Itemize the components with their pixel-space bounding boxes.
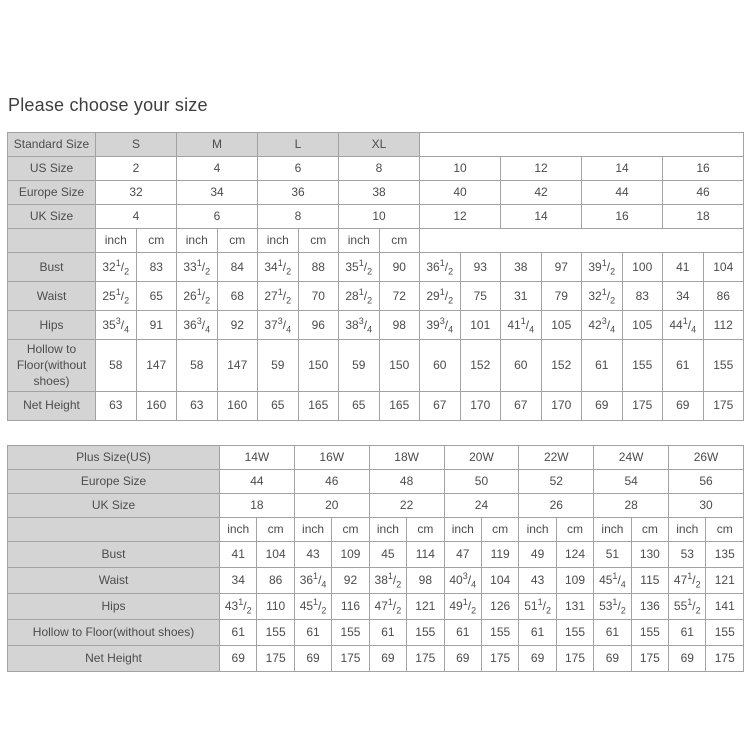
measurement-value-cell: $51^1/_2$ <box>519 593 556 619</box>
measurement-value-cell: 41 <box>663 253 704 282</box>
measurement-value-cell: 61 <box>294 619 331 645</box>
unit-cm-cell: cm <box>257 517 294 541</box>
measurement-value-cell: 69 <box>519 645 556 671</box>
measurement-value-cell: 155 <box>706 619 744 645</box>
unit-inch-cell: inch <box>96 229 137 253</box>
size-value-cell: 46 <box>294 469 369 493</box>
measurement-value-cell: 61 <box>220 619 257 645</box>
measurement-value-cell: 135 <box>706 541 744 567</box>
measurement-row <box>8 391 744 420</box>
measurement-value-cell: 86 <box>703 282 744 311</box>
units-row <box>8 229 744 253</box>
measurement-value-cell: 175 <box>706 645 744 671</box>
size-value-cell: 10 <box>420 157 501 181</box>
measurement-value-cell: $47^1/_2$ <box>369 593 406 619</box>
unit-inch-cell: inch <box>669 517 706 541</box>
size-value-cell: 10 <box>339 205 420 229</box>
measurement-value-cell: 155 <box>703 340 744 392</box>
measurement-value-cell: 60 <box>501 340 542 392</box>
unit-cm-cell: cm <box>407 517 444 541</box>
measurement-row <box>8 645 744 671</box>
measurement-value-cell: 83 <box>136 253 177 282</box>
measurement-value-cell: 131 <box>556 593 593 619</box>
measurement-value-cell: 121 <box>407 593 444 619</box>
measurement-value-cell: 175 <box>631 645 668 671</box>
measurement-value-cell: $38^3/_4$ <box>339 311 380 340</box>
row-label-cell: Hollow to Floor(without shoes) <box>8 340 96 392</box>
row-label-cell: Europe Size <box>8 181 96 205</box>
measurement-value-cell: 90 <box>379 253 420 282</box>
measurement-value-cell: 69 <box>294 645 331 671</box>
size-group-cell: 16W <box>294 445 369 469</box>
unit-inch-cell: inch <box>177 229 218 253</box>
measurement-value-cell: 150 <box>298 340 339 392</box>
measurement-value-cell: 165 <box>298 391 339 420</box>
measurement-value-cell: 115 <box>631 567 668 593</box>
measurement-value-cell: $39^3/_4$ <box>420 311 461 340</box>
size-group-cell: L <box>258 133 339 157</box>
unit-cm-cell: cm <box>556 517 593 541</box>
unit-inch-cell: inch <box>369 517 406 541</box>
measurement-value-cell: 47 <box>444 541 481 567</box>
page-title: Please choose your size <box>8 95 208 115</box>
unit-inch-cell: inch <box>339 229 380 253</box>
size-value-cell: 20 <box>294 493 369 517</box>
measurement-value-cell: $26^1/_2$ <box>177 282 218 311</box>
row-label-cell: UK Size <box>8 205 96 229</box>
size-value-cell: 22 <box>369 493 444 517</box>
size-value-cell: 30 <box>669 493 744 517</box>
size-value-cell: 32 <box>96 181 177 205</box>
unit-cm-cell: cm <box>706 517 744 541</box>
measurement-value-cell: 105 <box>541 311 582 340</box>
row-label-cell: Hips <box>8 311 96 340</box>
measurement-row <box>8 253 744 282</box>
unit-inch-cell: inch <box>444 517 481 541</box>
measurement-value-cell: 84 <box>217 253 258 282</box>
measurement-value-cell: $47^1/_2$ <box>669 567 706 593</box>
measurement-value-cell: 155 <box>332 619 369 645</box>
measurement-value-cell: 83 <box>622 282 663 311</box>
measurement-value-cell: 61 <box>582 340 623 392</box>
measurement-value-cell: 65 <box>339 391 380 420</box>
measurement-value-cell: 109 <box>332 541 369 567</box>
size-group-row <box>8 445 744 469</box>
row-label-cell <box>8 517 220 541</box>
measurement-value-cell: 98 <box>407 567 444 593</box>
measurement-value-cell: 175 <box>556 645 593 671</box>
size-value-cell: 16 <box>582 205 663 229</box>
measurement-value-cell: $25^1/_2$ <box>96 282 137 311</box>
measurement-value-cell: 69 <box>594 645 631 671</box>
size-group-cell: 14W <box>220 445 295 469</box>
measurement-value-cell: $42^3/_4$ <box>582 311 623 340</box>
row-label-cell <box>8 229 96 253</box>
size-group-cell: 24W <box>594 445 669 469</box>
size-group-cell: 18W <box>369 445 444 469</box>
plus-size-table <box>7 445 744 672</box>
measurement-value-cell: $36^1/_2$ <box>420 253 461 282</box>
measurement-value-cell: 61 <box>444 619 481 645</box>
size-conversion-row <box>8 205 744 229</box>
measurement-value-cell: 34 <box>663 282 704 311</box>
row-label-cell: Hollow to Floor(without shoes) <box>8 619 220 645</box>
measurement-value-cell: $32^1/_2$ <box>582 282 623 311</box>
unit-inch-cell: inch <box>258 229 299 253</box>
measurement-row <box>8 282 744 311</box>
size-value-cell: 8 <box>339 157 420 181</box>
measurement-value-cell: 69 <box>582 391 623 420</box>
measurement-value-cell: 31 <box>501 282 542 311</box>
measurement-value-cell: $43^1/_2$ <box>220 593 257 619</box>
measurement-value-cell: $36^3/_4$ <box>177 311 218 340</box>
size-value-cell: 28 <box>594 493 669 517</box>
measurement-value-cell: $41^1/_4$ <box>501 311 542 340</box>
measurement-value-cell: 100 <box>622 253 663 282</box>
measurement-value-cell: $32^1/_2$ <box>96 253 137 282</box>
size-group-row <box>8 133 744 157</box>
size-value-cell: 4 <box>177 157 258 181</box>
measurement-value-cell: 155 <box>481 619 518 645</box>
size-value-cell: 14 <box>501 205 582 229</box>
size-value-cell: 46 <box>663 181 744 205</box>
size-value-cell: 54 <box>594 469 669 493</box>
measurement-value-cell: 175 <box>622 391 663 420</box>
unit-cm-cell: cm <box>136 229 177 253</box>
measurement-value-cell: 175 <box>407 645 444 671</box>
measurement-value-cell: 147 <box>136 340 177 392</box>
size-value-cell: 56 <box>669 469 744 493</box>
measurement-value-cell: 92 <box>332 567 369 593</box>
unit-cm-cell: cm <box>217 229 258 253</box>
measurement-value-cell: 165 <box>379 391 420 420</box>
measurement-value-cell: 63 <box>96 391 137 420</box>
measurement-value-cell: 109 <box>556 567 593 593</box>
measurement-value-cell: 68 <box>217 282 258 311</box>
size-value-cell: 24 <box>444 493 519 517</box>
measurement-row <box>8 619 744 645</box>
measurement-value-cell: $40^3/_4$ <box>444 567 481 593</box>
size-value-cell: 8 <box>258 205 339 229</box>
unit-inch-cell: inch <box>594 517 631 541</box>
measurement-value-cell: 110 <box>257 593 294 619</box>
measurement-value-cell: $45^1/_2$ <box>294 593 331 619</box>
measurement-value-cell: 43 <box>294 541 331 567</box>
size-value-cell: 50 <box>444 469 519 493</box>
measurement-value-cell: $55^1/_2$ <box>669 593 706 619</box>
measurement-value-cell: 150 <box>379 340 420 392</box>
size-conversion-row <box>8 469 744 493</box>
measurement-value-cell: $53^1/_2$ <box>594 593 631 619</box>
size-value-cell: 4 <box>96 205 177 229</box>
standard-size-table <box>7 132 744 421</box>
measurement-value-cell: 175 <box>332 645 369 671</box>
measurement-value-cell: 63 <box>177 391 218 420</box>
measurement-value-cell: $38^1/_2$ <box>369 567 406 593</box>
measurement-value-cell: 155 <box>631 619 668 645</box>
row-label-cell: Waist <box>8 567 220 593</box>
measurement-row <box>8 311 744 340</box>
units-row <box>8 517 744 541</box>
size-conversion-row <box>8 181 744 205</box>
measurement-value-cell: 59 <box>339 340 380 392</box>
measurement-value-cell: $33^1/_2$ <box>177 253 218 282</box>
size-conversion-row <box>8 157 744 181</box>
measurement-value-cell: 104 <box>703 253 744 282</box>
measurement-value-cell: 92 <box>217 311 258 340</box>
measurement-value-cell: 155 <box>407 619 444 645</box>
measurement-value-cell: $29^1/_2$ <box>420 282 461 311</box>
row-label-cell: Bust <box>8 541 220 567</box>
row-label-cell: Europe Size <box>8 469 220 493</box>
measurement-value-cell: 69 <box>444 645 481 671</box>
measurement-value-cell: 53 <box>669 541 706 567</box>
measurement-row <box>8 340 744 392</box>
measurement-value-cell: 104 <box>257 541 294 567</box>
measurement-row <box>8 593 744 619</box>
row-label-cell: US Size <box>8 157 96 181</box>
measurement-row <box>8 541 744 567</box>
measurement-value-cell: 70 <box>298 282 339 311</box>
size-value-cell: 6 <box>258 157 339 181</box>
measurement-value-cell: $39^1/_2$ <box>582 253 623 282</box>
size-value-cell: 12 <box>420 205 501 229</box>
size-conversion-row <box>8 493 744 517</box>
size-group-cell: M <box>177 133 258 157</box>
measurement-value-cell: 105 <box>622 311 663 340</box>
measurement-value-cell: 49 <box>519 541 556 567</box>
measurement-value-cell: 45 <box>369 541 406 567</box>
measurement-value-cell: 96 <box>298 311 339 340</box>
size-value-cell: 48 <box>369 469 444 493</box>
measurement-value-cell: $45^1/_4$ <box>594 567 631 593</box>
measurement-value-cell: $34^1/_2$ <box>258 253 299 282</box>
measurement-value-cell: 114 <box>407 541 444 567</box>
measurement-value-cell: 126 <box>481 593 518 619</box>
measurement-value-cell: $36^1/_4$ <box>294 567 331 593</box>
measurement-value-cell: 41 <box>220 541 257 567</box>
size-group-cell: 22W <box>519 445 594 469</box>
size-value-cell: 42 <box>501 181 582 205</box>
measurement-value-cell: 69 <box>369 645 406 671</box>
row-label-cell: Bust <box>8 253 96 282</box>
measurement-value-cell: $37^3/_4$ <box>258 311 299 340</box>
measurement-row <box>8 567 744 593</box>
measurement-value-cell: 43 <box>519 567 556 593</box>
size-value-cell: 6 <box>177 205 258 229</box>
measurement-value-cell: 170 <box>541 391 582 420</box>
measurement-value-cell: 38 <box>501 253 542 282</box>
measurement-value-cell: 61 <box>663 340 704 392</box>
measurement-value-cell: 61 <box>519 619 556 645</box>
measurement-value-cell: 72 <box>379 282 420 311</box>
measurement-value-cell: 91 <box>136 311 177 340</box>
unit-cm-cell: cm <box>379 229 420 253</box>
measurement-value-cell: 93 <box>460 253 501 282</box>
unit-cm-cell: cm <box>631 517 668 541</box>
measurement-value-cell: 170 <box>460 391 501 420</box>
corner-label-cell: Plus Size(US) <box>8 445 220 469</box>
unit-cm-cell: cm <box>481 517 518 541</box>
measurement-value-cell: 155 <box>257 619 294 645</box>
measurement-value-cell: 98 <box>379 311 420 340</box>
measurement-value-cell: 160 <box>217 391 258 420</box>
measurement-value-cell: 147 <box>217 340 258 392</box>
row-label-cell: UK Size <box>8 493 220 517</box>
measurement-value-cell: $27^1/_2$ <box>258 282 299 311</box>
measurement-value-cell: 97 <box>541 253 582 282</box>
measurement-value-cell: 59 <box>258 340 299 392</box>
measurement-value-cell: 130 <box>631 541 668 567</box>
measurement-value-cell: $35^3/_4$ <box>96 311 137 340</box>
measurement-value-cell: $28^1/_2$ <box>339 282 380 311</box>
size-value-cell: 34 <box>177 181 258 205</box>
measurement-value-cell: 112 <box>703 311 744 340</box>
measurement-value-cell: 75 <box>460 282 501 311</box>
measurement-value-cell: 61 <box>594 619 631 645</box>
measurement-value-cell: 124 <box>556 541 593 567</box>
measurement-value-cell: 65 <box>136 282 177 311</box>
size-value-cell: 44 <box>582 181 663 205</box>
size-value-cell: 44 <box>220 469 295 493</box>
measurement-value-cell: 69 <box>663 391 704 420</box>
unit-inch-cell: inch <box>294 517 331 541</box>
size-value-cell: 18 <box>663 205 744 229</box>
measurement-value-cell: 160 <box>136 391 177 420</box>
size-value-cell: 36 <box>258 181 339 205</box>
measurement-value-cell: 79 <box>541 282 582 311</box>
measurement-value-cell: 175 <box>481 645 518 671</box>
measurement-value-cell: 67 <box>501 391 542 420</box>
measurement-value-cell: 141 <box>706 593 744 619</box>
measurement-value-cell: 175 <box>703 391 744 420</box>
size-group-cell: XL <box>339 133 420 157</box>
measurement-value-cell: 65 <box>258 391 299 420</box>
measurement-value-cell: 88 <box>298 253 339 282</box>
size-value-cell: 26 <box>519 493 594 517</box>
measurement-value-cell: 34 <box>220 567 257 593</box>
measurement-value-cell: $44^1/_4$ <box>663 311 704 340</box>
size-value-cell: 16 <box>663 157 744 181</box>
measurement-value-cell: 58 <box>177 340 218 392</box>
measurement-value-cell: 155 <box>556 619 593 645</box>
measurement-value-cell: 61 <box>369 619 406 645</box>
measurement-value-cell: 155 <box>622 340 663 392</box>
row-label-cell: Hips <box>8 593 220 619</box>
measurement-value-cell: 61 <box>669 619 706 645</box>
unit-inch-cell: inch <box>519 517 556 541</box>
measurement-value-cell: 152 <box>541 340 582 392</box>
measurement-value-cell: 175 <box>257 645 294 671</box>
size-value-cell: 14 <box>582 157 663 181</box>
size-group-cell: S <box>96 133 177 157</box>
measurement-value-cell: 101 <box>460 311 501 340</box>
measurement-value-cell: 67 <box>420 391 461 420</box>
size-value-cell: 52 <box>519 469 594 493</box>
measurement-value-cell: 58 <box>96 340 137 392</box>
measurement-value-cell: 136 <box>631 593 668 619</box>
measurement-value-cell: 116 <box>332 593 369 619</box>
measurement-value-cell: 60 <box>420 340 461 392</box>
size-group-cell: 20W <box>444 445 519 469</box>
measurement-value-cell: 121 <box>706 567 744 593</box>
measurement-value-cell: 69 <box>220 645 257 671</box>
measurement-value-cell: 104 <box>481 567 518 593</box>
unit-cm-cell: cm <box>298 229 339 253</box>
row-label-cell: Net Height <box>8 391 96 420</box>
measurement-value-cell: 51 <box>594 541 631 567</box>
measurement-value-cell: 69 <box>669 645 706 671</box>
measurement-value-cell: 86 <box>257 567 294 593</box>
unit-cm-cell: cm <box>332 517 369 541</box>
measurement-value-cell: $49^1/_2$ <box>444 593 481 619</box>
corner-label-cell: Standard Size <box>8 133 96 157</box>
size-value-cell: 2 <box>96 157 177 181</box>
measurement-value-cell: $35^1/_2$ <box>339 253 380 282</box>
row-label-cell: Waist <box>8 282 96 311</box>
unit-inch-cell: inch <box>220 517 257 541</box>
size-value-cell: 12 <box>501 157 582 181</box>
row-label-cell: Net Height <box>8 645 220 671</box>
size-value-cell: 38 <box>339 181 420 205</box>
size-value-cell: 40 <box>420 181 501 205</box>
size-group-cell: 26W <box>669 445 744 469</box>
size-value-cell: 18 <box>220 493 295 517</box>
measurement-value-cell: 152 <box>460 340 501 392</box>
measurement-value-cell: 119 <box>481 541 518 567</box>
